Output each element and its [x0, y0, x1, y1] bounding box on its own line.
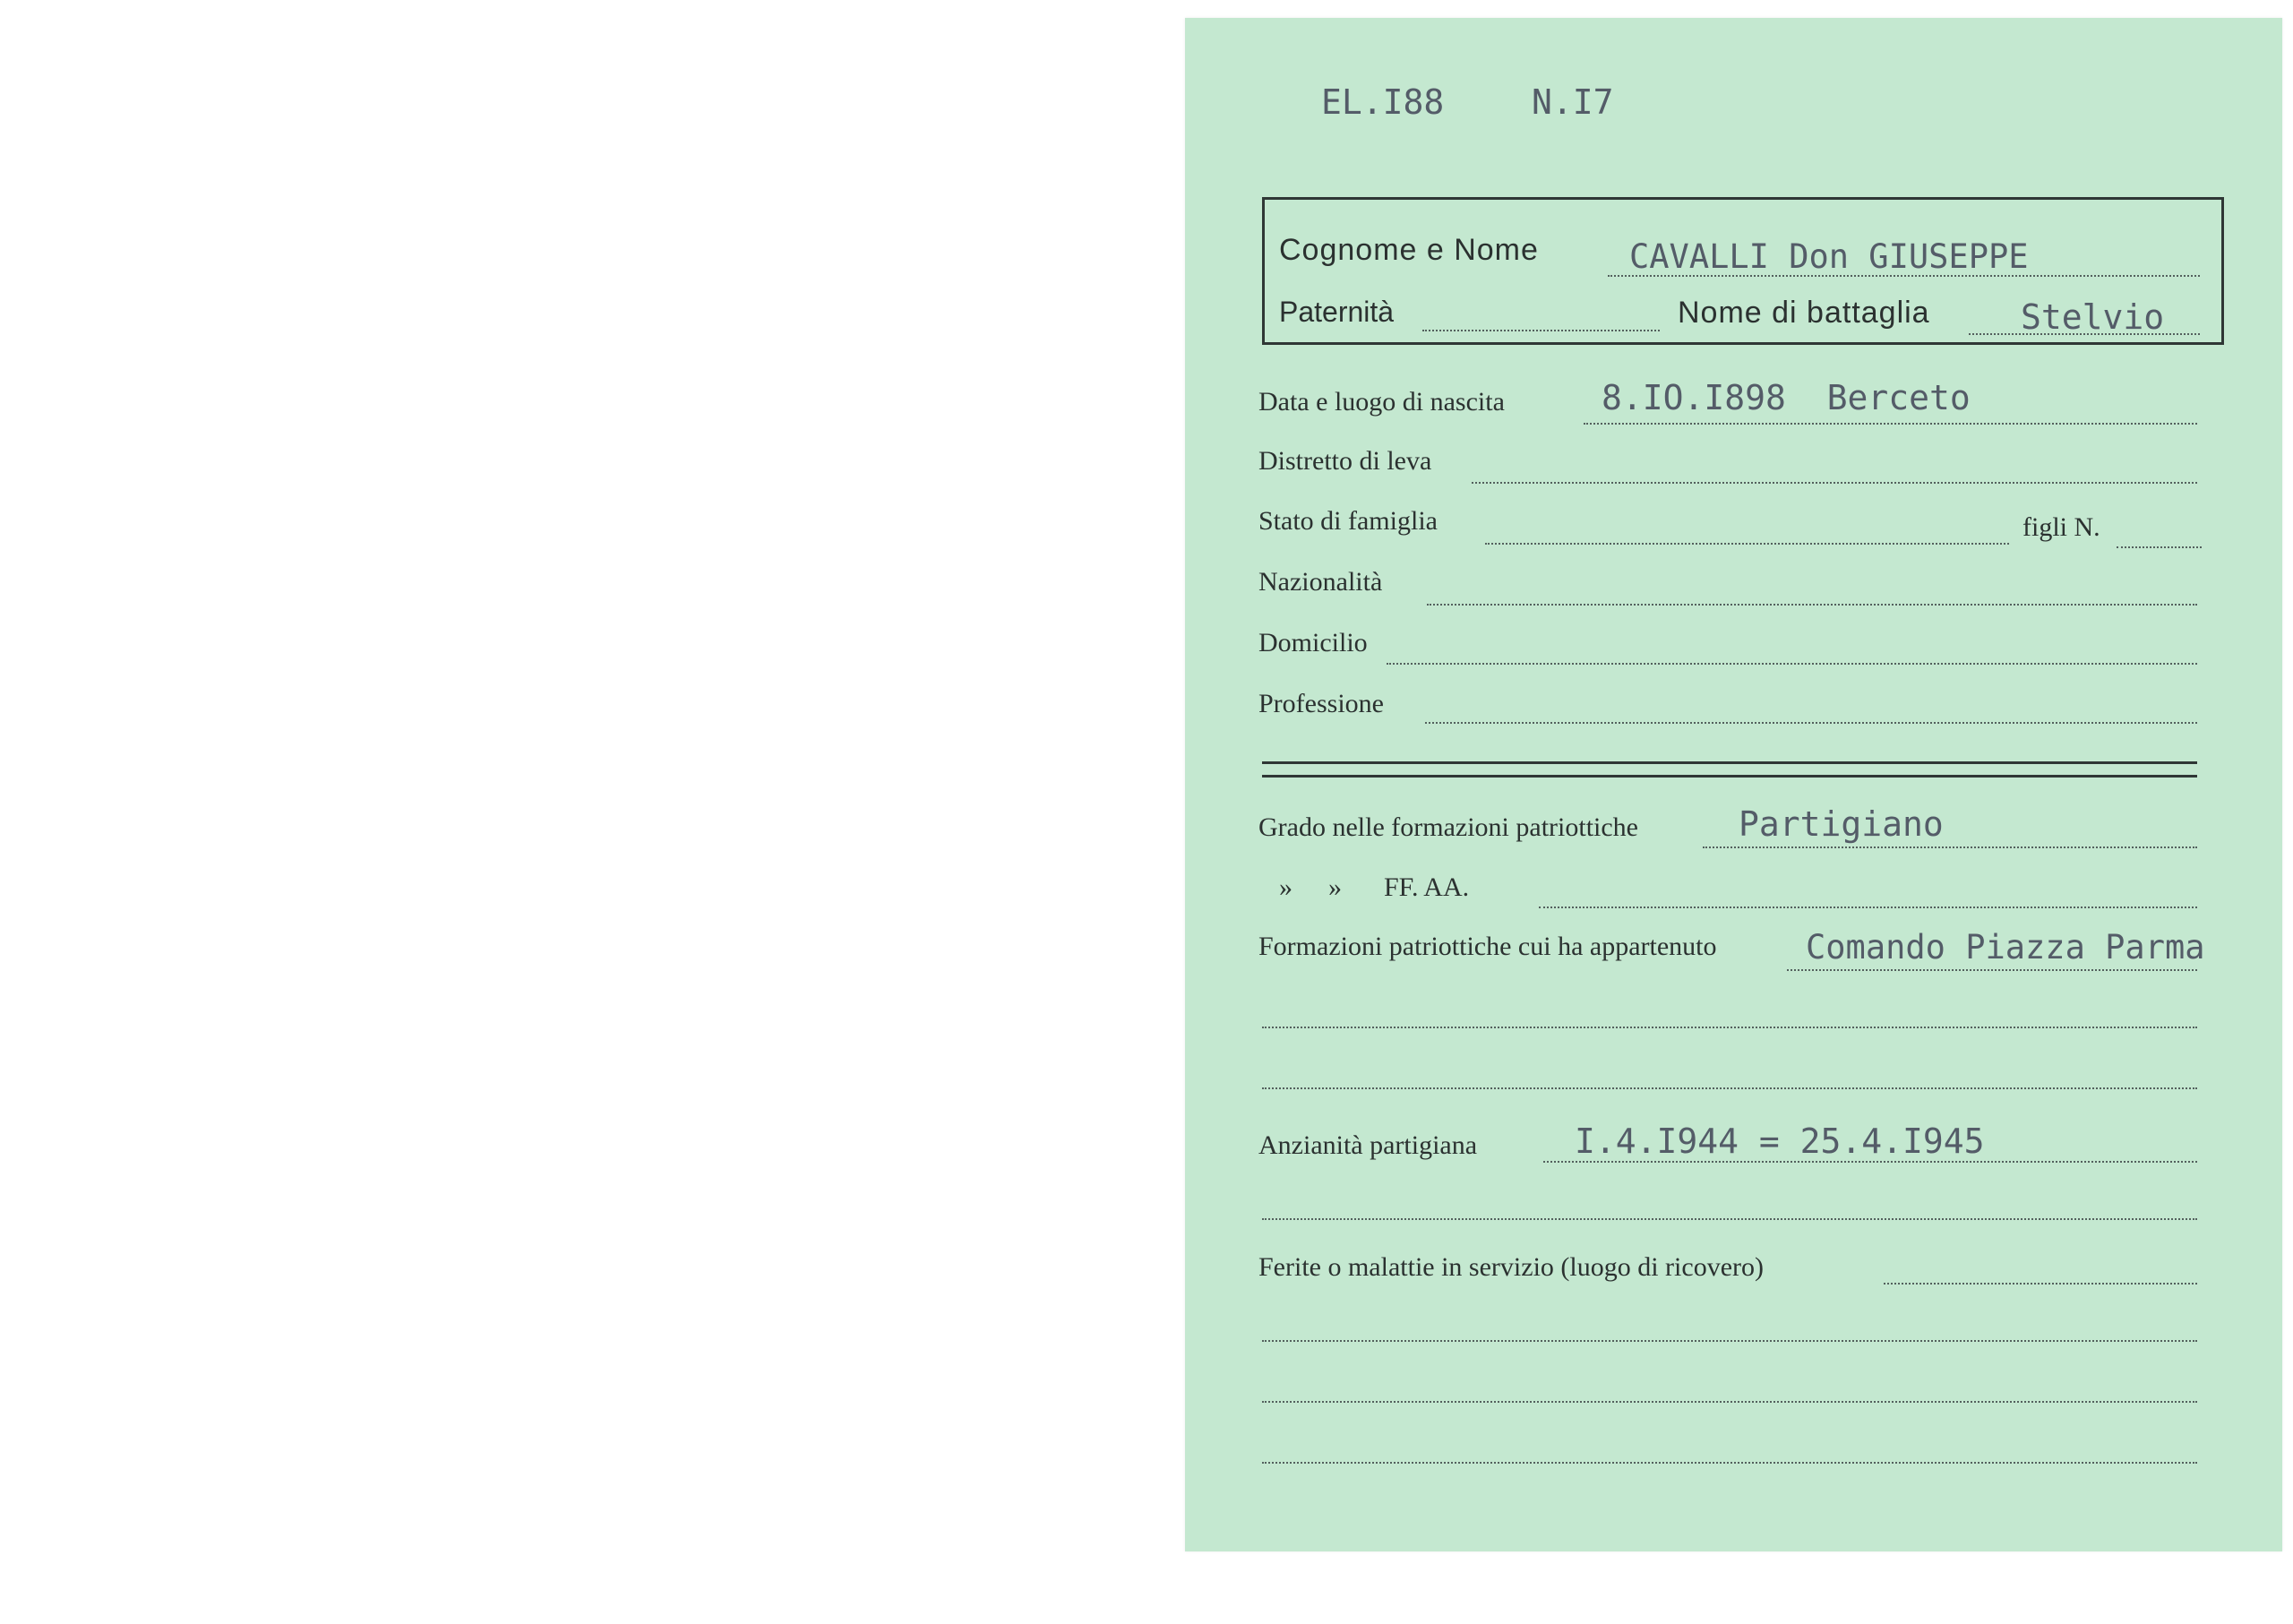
- anzianita-extra-line: [1262, 1218, 2197, 1220]
- formazioni-value: Comando Piazza Parma: [1806, 928, 2205, 967]
- domicilio-line: [1387, 663, 2197, 665]
- cognome-nome-value: CAVALLI Don GIUSEPPE: [1629, 237, 2029, 276]
- figli-label: figli N.: [2022, 512, 2100, 542]
- ferite-extra-line-3: [1262, 1462, 2197, 1464]
- cognome-nome-label: Cognome e Nome: [1279, 233, 1539, 267]
- separator-top: [1262, 761, 2197, 764]
- professione-line: [1425, 722, 2197, 724]
- anzianita-label: Anzianità partigiana: [1258, 1130, 1478, 1160]
- grado-value: Partigiano: [1739, 804, 1944, 844]
- ffaa-quote-1: »: [1279, 872, 1292, 902]
- distretto-leva-line: [1472, 482, 2197, 484]
- anzianita-value: I.4.I944 = 25.4.I945: [1575, 1121, 1985, 1161]
- ferite-extra-line-1: [1262, 1340, 2197, 1342]
- separator-bottom: [1262, 775, 2197, 778]
- grado-label: Grado nelle formazioni patriottiche: [1258, 812, 1638, 842]
- stato-famiglia-line: [1485, 543, 2009, 545]
- ferite-line: [1884, 1283, 2197, 1285]
- formazioni-label: Formazioni patriottiche cui ha appartenuto: [1258, 932, 1717, 961]
- nome-battaglia-label: Nome di battaglia: [1678, 296, 1930, 330]
- ffaa-quote-2: »: [1328, 872, 1342, 902]
- paternita-label: Paternità: [1279, 296, 1395, 328]
- nome-battaglia-value: Stelvio: [2021, 297, 2165, 337]
- data-luogo-nascita-label: Data e luogo di nascita: [1258, 387, 1505, 417]
- distretto-leva-label: Distretto di leva: [1258, 446, 1432, 476]
- stato-famiglia-label: Stato di famiglia: [1258, 506, 1438, 536]
- ffaa-label: FF. AA.: [1384, 872, 1470, 902]
- figli-line: [2117, 546, 2202, 548]
- reference-el: EL.I88: [1321, 82, 1445, 122]
- grado-line: [1703, 846, 2197, 848]
- formazioni-extra-line-2: [1262, 1087, 2197, 1089]
- nazionalita-label: Nazionalità: [1258, 567, 1383, 597]
- partisan-record-card: [1185, 18, 2282, 1551]
- data-luogo-nascita-line: [1584, 423, 2197, 425]
- ferite-extra-line-2: [1262, 1401, 2197, 1403]
- formazioni-line: [1787, 969, 2197, 971]
- professione-label: Professione: [1258, 689, 1384, 718]
- nazionalita-line: [1427, 604, 2197, 606]
- formazioni-extra-line-1: [1262, 1027, 2197, 1028]
- paternita-line: [1422, 330, 1660, 331]
- anzianita-line: [1543, 1161, 2197, 1163]
- ffaa-line: [1539, 907, 2197, 908]
- ferite-label: Ferite o malattie in servizio (luogo di ricovero): [1258, 1252, 1764, 1282]
- domicilio-label: Domicilio: [1258, 628, 1368, 657]
- reference-n: N.I7: [1532, 82, 1614, 122]
- data-luogo-nascita-value: 8.IO.I898 Berceto: [1602, 378, 1971, 417]
